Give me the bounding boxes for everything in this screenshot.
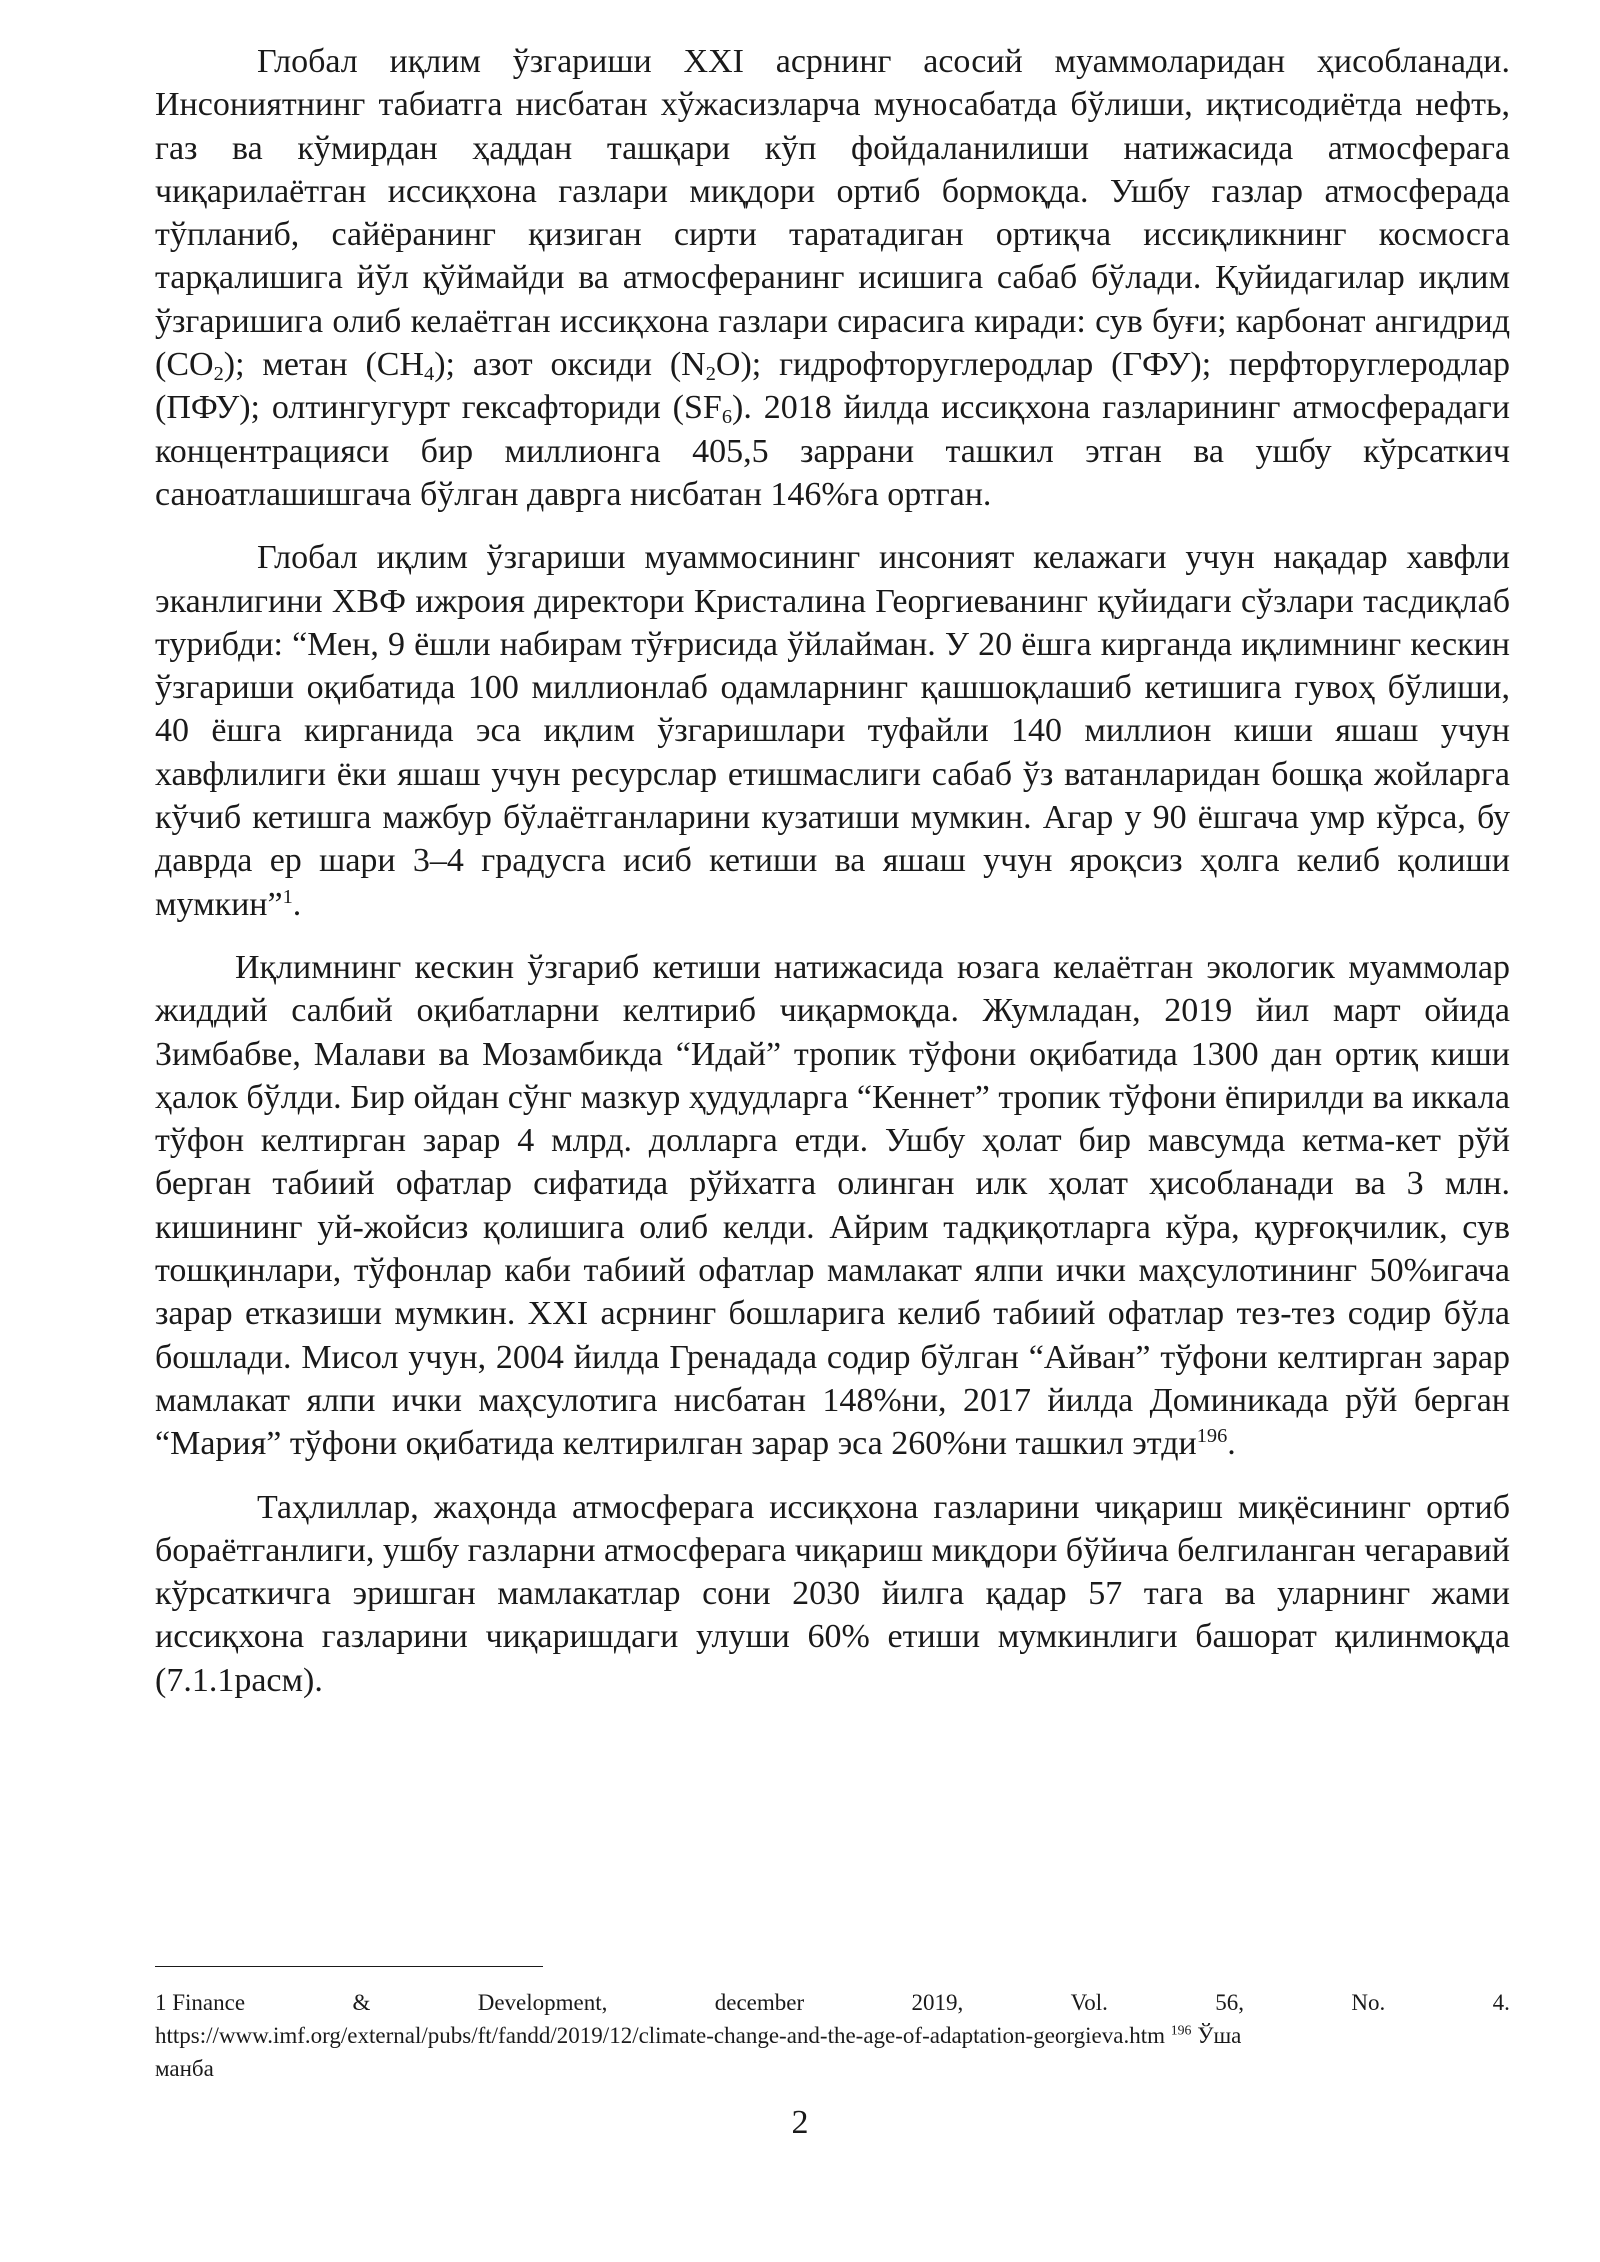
text-run: .	[1227, 1425, 1236, 1463]
subscript: 2	[705, 363, 716, 386]
footnote-marker: 1	[282, 885, 293, 908]
footnote-url-link[interactable]: https://www.imf.org/external/pubs/ft/fandd/2019/12/climate-change-and-the-age-of-adaptation-georgieva.htm	[155, 2023, 1165, 2048]
footnote-word: Development,	[477, 1990, 608, 2015]
footnote-ref-text-continued: манба	[155, 2056, 214, 2081]
paragraph-georgieva-quote	[155, 536, 1510, 926]
text-run: ); метан (CH	[223, 346, 425, 384]
page-number: 2	[791, 2104, 809, 2141]
footnote-word: 4.	[1492, 1990, 1510, 2015]
footnote-word: 56,	[1215, 1990, 1245, 2015]
paragraph-emissions-forecast	[155, 1486, 1510, 1702]
paragraph-ecological-consequences	[155, 946, 1510, 1466]
footnote-word: No.	[1351, 1990, 1386, 2015]
text-run: Таҳлиллар, жаҳонда атмосферага иссиқхона газларини чиқариш миқёсининг ортиб бораётганлиги, ушбу газларни атмосферага чиқариш миқдори бўйича белгиланган чегаравий кўрсаткичга эришган мамлакатлар сони 2030 йилга қадар 57 тага ва уларнинг жами иссиқхона газларини чиқаришдаги улуши 60% етиши мумкинлиги башорат қилинмоқда (7.1.1расм).	[155, 1488, 1510, 1699]
subscript: 4	[424, 363, 435, 386]
text-run: ); азот оксиди (N	[434, 346, 706, 384]
text-run: O); гидрофторуглеродлар (ГФУ); перфторуглеродлар (ПФУ); олтингугурт гексафториди (SF	[155, 346, 1510, 427]
footnote-word: 2019,	[911, 1990, 964, 2015]
footnote-separator	[155, 1966, 543, 1967]
footnote-word: &	[352, 1990, 371, 2015]
footnote-citation-line	[155, 1986, 1510, 2019]
subscript: 2	[213, 363, 224, 386]
footnote-marker: 196	[1196, 1424, 1228, 1447]
text-run: ). 2018 йилда иссиқхона газларининг атмосферадаги концентрацияси бир миллионга 405,5 заррани ташкил этган ва ушбу кўрсаткич саноатлашишгача бўлган даврга нисбатан 146%га ортган.	[155, 389, 1510, 513]
footnote-ref-text: Ўша	[1191, 2023, 1242, 2048]
text-run: Иқлимнинг кескин ўзгариб кетиши натижасида юзага келаётган экологик муаммолар жиддий салбий оқибатларни келтириб чиқармоқда. Жумладан, 2019 йил март ойида Зимбабве, Малави ва Мозамбикда “Идай” тропик тўфони оқибатида 1300 дан ортиқ киши ҳалок бўлди. Бир ойдан сўнг мазкур ҳудудларга “Кеннет” тропик тўфони ёпирилди ва иккала тўфон келтирган зарар 4 млрд. долларга етди. Ушбу ҳолат бир мавсумда кетма-кет рўй берган табиий офатлар сифатида рўйхатга олинган илк ҳолат ҳисобланади ва 3 млн. кишининг уй-жойсиз қолишига олиб келди. Айрим тадқиқотларга кўра, қурғоқчилик, сув тошқинлари, тўфонлар каби табиий офатлар мамлакат ялпи ички маҳсулотининг 50%игача зарар етказиши мумкин. XXI асрнинг бошларига келиб табиий офатлар тез-тез содир бўла бошлади. Мисол учун, 2004 йилда Гренадада содир бўлган “Айван” тўфони келтирган зарар мамлакат ялпи ички маҳсулотига нисбатан 148%ни, 2017 йилда Доминикада рўй берган “Мария” тўфони оқибатида келтирилган зарар эса 260%ни ташкил этди	[155, 948, 1510, 1463]
subscript: 6	[721, 406, 733, 429]
footnote-source-line	[155, 2019, 1510, 2052]
footnotes	[155, 1986, 1510, 2085]
footnote-ref-number: 196	[1170, 2022, 1192, 2038]
footnote-word: december	[714, 1990, 805, 2015]
text-run: Глобал иқлим ўзгариши муаммосининг инсоният келажаги учун нақадар хавфли эканлигини ХВФ ижроия директори Кристалина Георгиеванинг қуйидаги сўзлари тасдиқлаб турибди: “Мен, 9 ёшли набирам тўғрисида ўйлайман. У 20 ёшга кирганда иқлимнинг кескин ўзгариши оқибатида 100 миллионлаб одамларнинг қашшоқлашиб кетишига гувоҳ бўлиши, 40 ёшга кирганида эса иқлим ўзгаришлари туфайли 140 миллион киши яшаш учун хавфлилиги ёки яшаш учун ресурслар етишмаслиги сабаб ўз ватанларидан бошқа жойларга кўчиб кетишга мажбур бўлаётганларини кузатиши мумкин. Агар у 90 ёшгача умр кўрса, бу даврда ер шари 3–4 градусга исиб кетиши ва яшаш учун яроқсиз ҳолга келиб қолиши мумкин”	[155, 539, 1510, 923]
text-run: Глобал иқлим ўзгариши XXI асрнинг асосий муаммоларидан ҳисобланади. Инсониятнинг табиатга нисбатан хўжасизларча муносабатда бўлиши, иқтисодиётда нефть, газ ва кўмирдан ҳаддан ташқари кўп фойдаланилиши натижасида атмосферага чиқарилаётган иссиқхона газлари миқдори ортиб бормоқда. Ушбу газлар атмосферада тўпланиб, сайёранинг қизиган сирти таратадиган ортиқча иссиқликнинг космосга тарқалишига йўл қўймайди ва атмосферанинг исишига сабаб бўлади. Қуйидагилар иқлим ўзгаришига олиб келаётган иссиқхона газлари сирасига киради: сув буғи; карбонат ангидрид (CO	[155, 43, 1510, 384]
footnote-word: Vol.	[1070, 1990, 1108, 2015]
document-body	[155, 40, 1510, 1702]
text-run: .	[292, 885, 302, 923]
footnote-word: 1 Finance	[155, 1990, 246, 2015]
paragraph-climate-change-intro	[155, 40, 1510, 516]
